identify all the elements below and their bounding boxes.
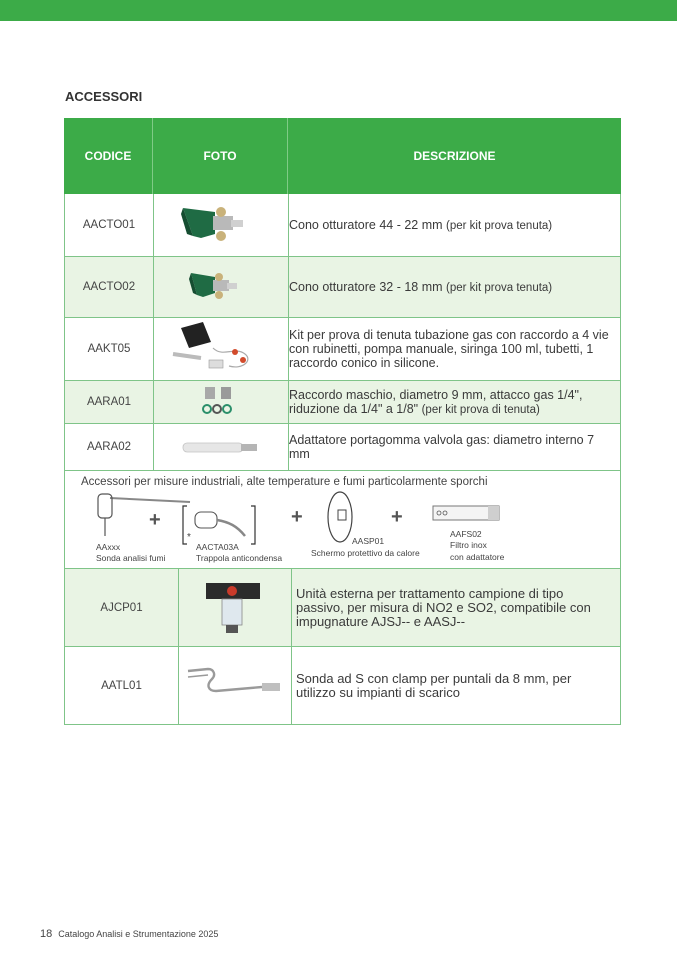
header-foto: FOTO	[203, 149, 237, 163]
product-description: Sonda ad S con clamp per puntali da 8 mm, per utilizzo su impianti di scarico	[296, 670, 572, 700]
header-descrizione: DESCRIZIONE	[413, 149, 496, 163]
accessory-code: AAFS02	[450, 529, 482, 539]
product-code: AJCP01	[65, 569, 179, 646]
product-description	[289, 381, 614, 423]
catalog-title: Catalogo Analisi e Strumentazione 2025	[58, 929, 219, 939]
product-photo	[153, 381, 289, 423]
table-header	[64, 118, 621, 194]
accessory-label: Schermo protettivo da calore	[311, 548, 420, 558]
product-photo	[153, 424, 289, 470]
table-row	[64, 569, 621, 647]
table-row	[64, 194, 621, 257]
product-description	[289, 194, 614, 256]
description-note: (per kit prova di tenuta)	[421, 403, 540, 416]
cone-plug-small-icon	[153, 257, 288, 317]
description-main: Cono otturatore 44 - 22 mm	[289, 217, 443, 232]
accessory-code: AAxxx	[96, 542, 121, 552]
top-accent-bar	[0, 0, 677, 21]
cone-plug-large-icon	[153, 194, 288, 256]
hose-adapter-icon	[153, 424, 288, 470]
accessory-code: AASP01	[352, 536, 385, 546]
product-photo	[153, 318, 289, 380]
plus-sign: +	[149, 509, 161, 531]
fittings-icon	[153, 381, 288, 423]
header-codice: CODICE	[84, 149, 132, 163]
page-number: 18	[40, 928, 53, 940]
flue-probe-icon	[92, 488, 192, 540]
condensate-trap-icon	[181, 504, 257, 546]
table-row	[64, 318, 621, 381]
product-photo	[153, 257, 289, 317]
accessory-label: Filtro inox	[450, 540, 487, 550]
product-photo	[178, 569, 292, 646]
section-title: ACCESSORI	[65, 89, 143, 104]
s-probe-icon	[178, 647, 291, 724]
product-photo	[178, 647, 292, 724]
table-row	[64, 257, 621, 318]
leak-test-kit-icon	[153, 318, 288, 380]
product-code: AARA02	[65, 424, 154, 470]
product-description: Adattatore portagomma valvola gas: diametro interno 7 mm	[289, 433, 595, 461]
product-description: Unità esterna per trattamento campione di tipo passivo, per misura di NO2 e SO2, compatibile con impugnature AJSJ-- e AASJ--	[296, 585, 591, 629]
product-code: AAKT05	[65, 318, 154, 380]
product-code: AACTO02	[65, 257, 154, 317]
accessory-label-2: con adattatore	[450, 552, 505, 562]
accessory-code: AACTA03A	[196, 542, 239, 552]
product-code: AARA01	[65, 381, 154, 423]
description-note: (per kit prova tenuta)	[446, 281, 553, 294]
description-main: Cono otturatore 32 - 18 mm	[289, 279, 443, 294]
product-description	[289, 257, 614, 317]
stainless-filter-icon	[430, 502, 502, 524]
page-footer	[40, 928, 218, 940]
product-code: AATL01	[65, 647, 179, 724]
product-code: AACTO01	[65, 194, 154, 256]
table-row	[64, 424, 621, 471]
description-note: (per kit prova tenuta)	[446, 219, 553, 232]
table-row	[64, 381, 621, 424]
accessory-label: Trappola anticondensa	[196, 553, 283, 563]
plus-sign: +	[391, 506, 403, 528]
accessory-label: Sonda analisi fumi	[96, 553, 166, 563]
product-photo	[153, 194, 289, 256]
description-main: Raccordo maschio, diametro 9 mm, attacco gas 1/4", riduzione da 1/4" a 1/8"	[289, 387, 583, 416]
sample-treatment-unit-icon	[178, 569, 291, 646]
product-description: Kit per prova di tenuta tubazione gas con raccordo a 4 vie con rubinetti, pompa manuale, siringa 100 ml, tubetti, 1 raccordo conico in silicone.	[289, 328, 609, 370]
asterisk: *	[187, 532, 191, 543]
table-row	[64, 647, 621, 725]
accessories-title: Accessori per misure industriali, alte temperature e fumi particolarmente sporchi	[81, 476, 488, 488]
plus-sign: +	[291, 506, 303, 528]
